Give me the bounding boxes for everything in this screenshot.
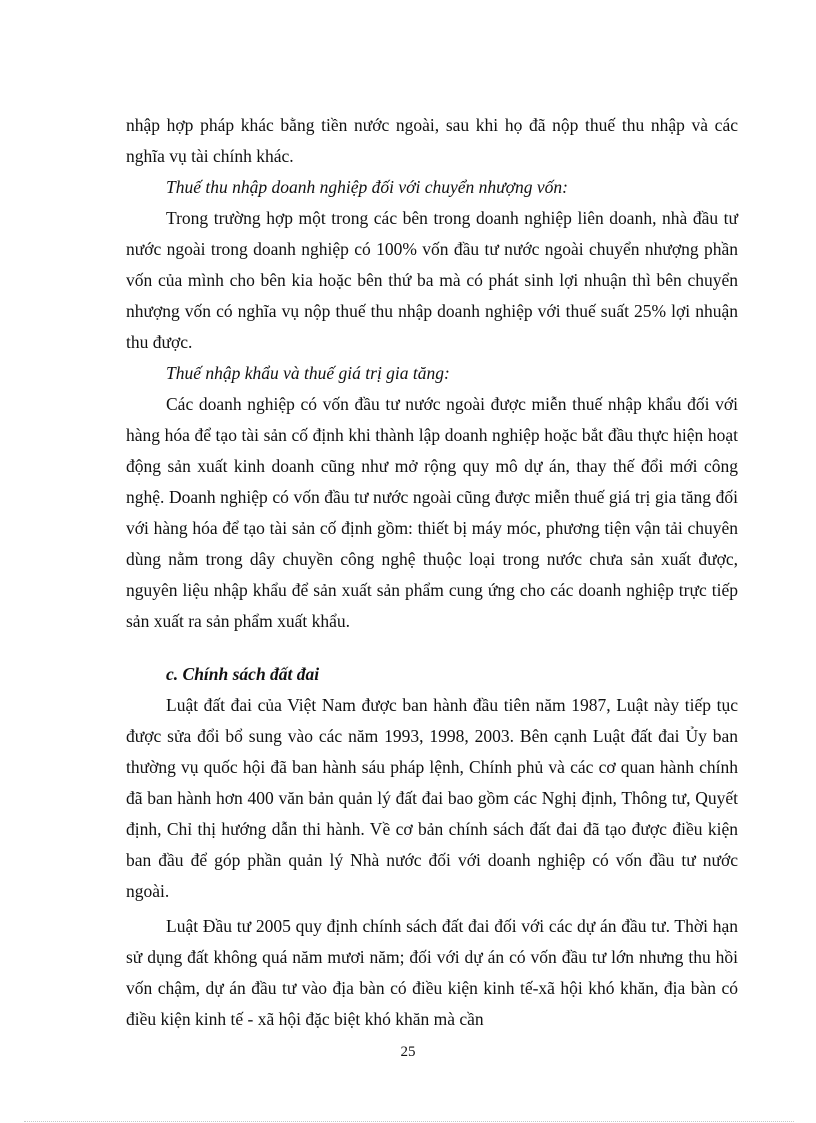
document-page (126, 110, 738, 1035)
paragraph-import-vat: Các doanh nghiệp có vốn đầu tư nước ngoài được miễn thuế nhập khẩu đối với hàng hóa để tạo tài sản cố định khi thành lập doanh nghiệp hoặc bắt đầu thực hiện hoạt động sản xuất kinh doanh cũng như mở rộng quy mô dự án, thay thế đổi mới công nghệ. Doanh nghiệp có vốn đầu tư nước ngoài cũng được miễn thuế giá trị gia tăng đối với hàng hóa để tạo tài sản cố định gồm: thiết bị máy móc, phương tiện vận tải chuyên dùng nằm trong dây chuyền công nghệ thuộc loại trong nước chưa sản xuất được, nguyên liệu nhập khẩu để sản xuất sản phẩm cung ứng cho các doanh nghiệp trực tiếp sản xuất ra sản phẩm xuất khẩu. (126, 394, 738, 631)
section-title-land-policy: c. Chính sách đất đai (166, 664, 320, 684)
paragraph-land-law: Luật đất đai của Việt Nam được ban hành đầu tiên năm 1987, Luật này tiếp tục được sửa đổi bổ sung vào các năm 1993, 1998, 2003. Bên cạnh Luật đất đai Ủy ban thường vụ quốc hội đã ban hành sáu pháp lệnh, Chính phủ và các cơ quan hành chính đã ban hành hơn 400 văn bản quản lý đất đai bao gồm các Nghị định, Thông tư, Quyết định, Chỉ thị hướng dẫn thi hành. Về cơ bản chính sách đất đai đã tạo được điều kiện ban đầu để góp phần quản lý Nhà nước đối với doanh nghiệp có vốn đầu tư nước ngoài. (126, 695, 738, 901)
heading-capital-transfer-tax: Thuế thu nhập doanh nghiệp đối với chuyển nhượng vốn: (166, 177, 568, 197)
page-bottom-divider (24, 1121, 794, 1122)
page-number: 25 (400, 1044, 416, 1060)
paragraph-income-continuation: nhập hợp pháp khác bằng tiền nước ngoài, sau khi họ đã nộp thuế thu nhập và các nghĩa vụ tài chính khác. (126, 115, 738, 166)
paragraph-investment-law: Luật Đầu tư 2005 quy định chính sách đất đai đối với các dự án đầu tư. Thời hạn sử dụng đất không quá năm mươi năm; đối với dự án có vốn đầu tư lớn nhưng thu hồi vốn chậm, dự án đầu tư vào địa bàn có điều kiện kinh tế-xã hội khó khăn, địa bàn có điều kiện kinh tế - xã hội đặc biệt khó khăn mà cần (126, 916, 738, 1029)
heading-import-vat: Thuế nhập khẩu và thuế giá trị gia tăng: (166, 363, 450, 383)
paragraph-capital-transfer: Trong trường hợp một trong các bên trong doanh nghiệp liên doanh, nhà đầu tư nước ngoài trong doanh nghiệp có 100% vốn đầu tư nước ngoài chuyển nhượng phần vốn của mình cho bên kia hoặc bên thứ ba mà có phát sinh lợi nhuận thì bên chuyển nhượng vốn có nghĩa vụ nộp thuế thu nhập doanh nghiệp với thuế suất 25% lợi nhuận thu được. (126, 208, 738, 352)
